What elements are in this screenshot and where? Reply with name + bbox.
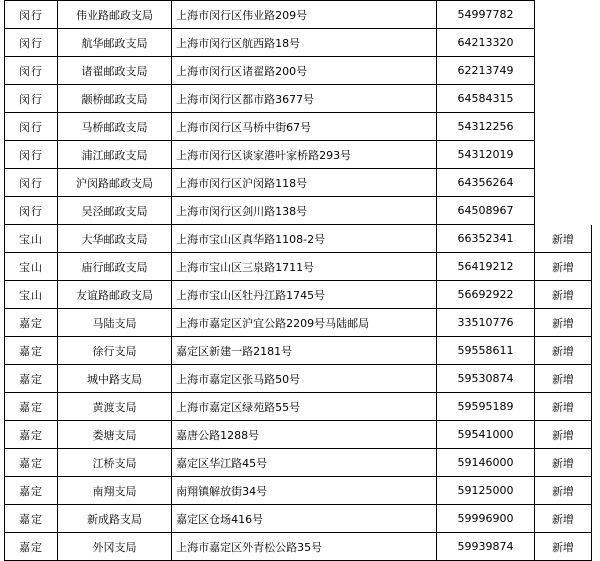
cell-address: 上海市宝山区真华路1108-2号 <box>172 225 437 253</box>
cell-address: 嘉定区华江路45号 <box>172 449 437 477</box>
table-row <box>5 57 592 85</box>
cell-district: 嘉定 <box>5 477 58 505</box>
cell-district: 闵行 <box>5 197 58 225</box>
cell-address: 上海市宝山区三泉路1711号 <box>172 253 437 281</box>
cell-flag <box>534 113 591 141</box>
cell-district: 嘉定 <box>5 309 58 337</box>
table-row <box>5 85 592 113</box>
cell-district: 嘉定 <box>5 337 58 365</box>
cell-branch: 马桥邮政支局 <box>57 113 171 141</box>
cell-address: 上海市嘉定区外青松公路35号 <box>172 533 437 561</box>
cell-address: 嘉唐公路1288号 <box>172 421 437 449</box>
cell-branch: 南翔支局 <box>57 477 171 505</box>
table-row <box>5 29 592 57</box>
cell-district: 嘉定 <box>5 365 58 393</box>
cell-phone: 59541000 <box>437 421 535 449</box>
table-row <box>5 533 592 561</box>
cell-district: 闵行 <box>5 141 58 169</box>
cell-address: 上海市宝山区牡丹江路1745号 <box>172 281 437 309</box>
cell-address: 嘉定区新建一路2181号 <box>172 337 437 365</box>
cell-address: 上海市嘉定区张马路50号 <box>172 365 437 393</box>
cell-phone: 64584315 <box>437 85 535 113</box>
cell-address: 上海市闵行区伟业路209号 <box>172 1 437 29</box>
cell-address: 上海市闵行区诸翟路200号 <box>172 57 437 85</box>
cell-flag: 新增 <box>534 253 591 281</box>
table-row <box>5 113 592 141</box>
cell-flag: 新增 <box>534 281 591 309</box>
cell-flag: 新增 <box>534 309 591 337</box>
cell-district: 嘉定 <box>5 505 58 533</box>
cell-branch: 颛桥邮政支局 <box>57 85 171 113</box>
table-row <box>5 197 592 225</box>
cell-branch: 诸翟邮政支局 <box>57 57 171 85</box>
post-office-table <box>4 0 592 561</box>
cell-phone: 62213749 <box>437 57 535 85</box>
cell-address: 上海市嘉定区绿苑路55号 <box>172 393 437 421</box>
cell-phone: 54312256 <box>437 113 535 141</box>
table-row <box>5 225 592 253</box>
table-row <box>5 253 592 281</box>
cell-address: 上海市闵行区沪闵路118号 <box>172 169 437 197</box>
cell-flag: 新增 <box>534 337 591 365</box>
table-row <box>5 477 592 505</box>
table-row <box>5 281 592 309</box>
cell-branch: 城中路支局 <box>57 365 171 393</box>
cell-branch: 友谊路邮政支局 <box>57 281 171 309</box>
cell-flag <box>534 57 591 85</box>
cell-address: 上海市闵行区都市路3677号 <box>172 85 437 113</box>
cell-phone: 59996900 <box>437 505 535 533</box>
cell-phone: 64508967 <box>437 197 535 225</box>
cell-flag <box>534 169 591 197</box>
cell-branch: 黄渡支局 <box>57 393 171 421</box>
table-row <box>5 169 592 197</box>
cell-phone: 64213320 <box>437 29 535 57</box>
cell-flag: 新增 <box>534 421 591 449</box>
cell-address: 上海市嘉定区沪宜公路2209号马陆邮局 <box>172 309 437 337</box>
table-body <box>5 1 592 561</box>
table-row <box>5 337 592 365</box>
table-row <box>5 365 592 393</box>
cell-flag <box>534 197 591 225</box>
cell-address: 上海市闵行区马桥中街67号 <box>172 113 437 141</box>
cell-phone: 59146000 <box>437 449 535 477</box>
cell-flag: 新增 <box>534 533 591 561</box>
cell-branch: 航华邮政支局 <box>57 29 171 57</box>
cell-address: 南翔镇解放街34号 <box>172 477 437 505</box>
cell-phone: 33510776 <box>437 309 535 337</box>
cell-district: 嘉定 <box>5 421 58 449</box>
cell-address: 嘉定区仓场416号 <box>172 505 437 533</box>
cell-phone: 56419212 <box>437 253 535 281</box>
cell-flag: 新增 <box>534 477 591 505</box>
cell-flag <box>534 1 591 29</box>
cell-district: 闵行 <box>5 57 58 85</box>
cell-phone: 64356264 <box>437 169 535 197</box>
cell-district: 宝山 <box>5 253 58 281</box>
cell-branch: 吴泾邮政支局 <box>57 197 171 225</box>
table-row <box>5 141 592 169</box>
cell-district: 宝山 <box>5 281 58 309</box>
cell-flag: 新增 <box>534 225 591 253</box>
cell-branch: 新成路支局 <box>57 505 171 533</box>
cell-address: 上海市闵行区航西路18号 <box>172 29 437 57</box>
cell-phone: 66352341 <box>437 225 535 253</box>
cell-phone: 59595189 <box>437 393 535 421</box>
cell-address: 上海市闵行区谈家港叶家桥路293号 <box>172 141 437 169</box>
cell-branch: 马陆支局 <box>57 309 171 337</box>
cell-district: 嘉定 <box>5 449 58 477</box>
cell-flag <box>534 85 591 113</box>
table-row <box>5 393 592 421</box>
cell-phone: 59939874 <box>437 533 535 561</box>
cell-flag: 新增 <box>534 393 591 421</box>
cell-phone: 59125000 <box>437 477 535 505</box>
cell-district: 宝山 <box>5 225 58 253</box>
cell-address: 上海市闵行区剑川路138号 <box>172 197 437 225</box>
cell-branch: 庙行邮政支局 <box>57 253 171 281</box>
table-row <box>5 449 592 477</box>
cell-district: 闵行 <box>5 113 58 141</box>
cell-branch: 徐行支局 <box>57 337 171 365</box>
cell-branch: 浦江邮政支局 <box>57 141 171 169</box>
table-row <box>5 1 592 29</box>
cell-branch: 外冈支局 <box>57 533 171 561</box>
cell-district: 闵行 <box>5 29 58 57</box>
cell-branch: 伟业路邮政支局 <box>57 1 171 29</box>
cell-district: 闵行 <box>5 169 58 197</box>
cell-phone: 54997782 <box>437 1 535 29</box>
cell-phone: 54312019 <box>437 141 535 169</box>
cell-branch: 江桥支局 <box>57 449 171 477</box>
cell-flag: 新增 <box>534 365 591 393</box>
cell-phone: 59530874 <box>437 365 535 393</box>
cell-district: 闵行 <box>5 85 58 113</box>
cell-district: 闵行 <box>5 1 58 29</box>
cell-branch: 娄塘支局 <box>57 421 171 449</box>
table-row <box>5 309 592 337</box>
table-row <box>5 505 592 533</box>
cell-phone: 56692922 <box>437 281 535 309</box>
table-row <box>5 421 592 449</box>
cell-branch: 沪闵路邮政支局 <box>57 169 171 197</box>
cell-flag: 新增 <box>534 505 591 533</box>
cell-district: 嘉定 <box>5 533 58 561</box>
cell-district: 嘉定 <box>5 393 58 421</box>
cell-phone: 59558611 <box>437 337 535 365</box>
cell-flag: 新增 <box>534 449 591 477</box>
cell-flag <box>534 29 591 57</box>
cell-branch: 大华邮政支局 <box>57 225 171 253</box>
cell-flag <box>534 141 591 169</box>
